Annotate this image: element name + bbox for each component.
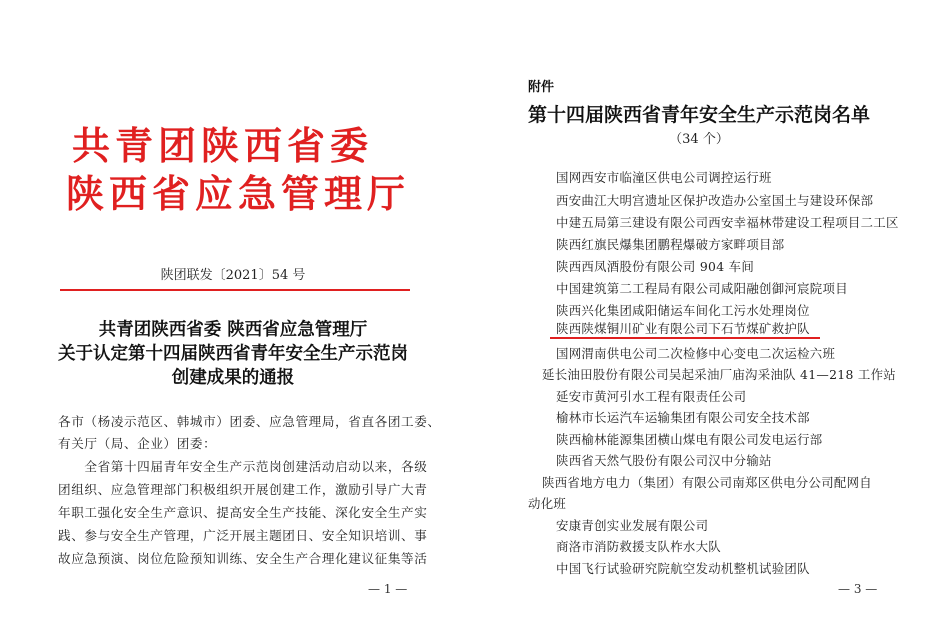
list-item: 陕西西凤酒股份有限公司 904 车间	[556, 259, 755, 274]
list-count: （34 个）	[669, 132, 729, 147]
list-item: 陕西兴化集团咸阳储运车间化工污水处理岗位	[556, 303, 810, 318]
list-item: 陕西省天然气股份有限公司汉中分输站	[556, 453, 772, 468]
list-item: 西安曲江大明宫遗址区保护改造办公室国土与建设环保部	[556, 193, 874, 208]
document-number: 陕团联发〔2021〕54 号	[160, 268, 306, 283]
list-title: 第十四届陕西省青年安全生产示范岗名单	[527, 104, 870, 126]
list-item: 陕西红旗民爆集团鹏程爆破方家畔项目部	[556, 237, 785, 252]
body-line: 年职工强化安全生产意识、提高安全生产技能、深化安全生产实	[58, 505, 428, 520]
list-item: 国网渭南供电公司二次检修中心变电二次运检六班	[556, 346, 836, 361]
notice-title-line3: 创建成果的通报	[171, 368, 295, 388]
list-item: 陕西榆林能源集团横山煤电有限公司发电运行部	[556, 432, 823, 447]
notice-title-line1: 共青团陕西省委 陕西省应急管理厅	[98, 320, 368, 340]
red-divider	[60, 289, 410, 291]
body-line: 故应急预演、岗位危险预知训练、安全生产合理化建议征集等活	[58, 551, 428, 566]
issuer-header-line1: 共青团陕西省委	[72, 123, 374, 168]
list-item-continuation: 动化班	[528, 496, 567, 511]
notice-title-line2: 关于认定第十四届陕西省青年安全生产示范岗	[58, 344, 408, 364]
body-line: 全省第十四届青年安全生产示范岗创建活动启动以来，各级	[58, 459, 428, 474]
body-line: 有关厅（局、企业）团委：	[58, 436, 217, 451]
list-item: 榆林市长运汽车运输集团有限公司安全技术部	[556, 410, 810, 425]
list-item: 陕西省地方电力（集团）有限公司南郑区供电分公司配网自	[542, 475, 872, 490]
list-item: 中国飞行试验研究院航空发动机整机试验团队	[556, 561, 810, 576]
list-item: 国网西安市临潼区供电公司调控运行班	[556, 170, 772, 185]
right-page	[466, 0, 932, 621]
body-line: 团组织、应急管理部门积极组织开展创建工作，激励引导广大青	[58, 482, 428, 497]
highlight-underline	[550, 337, 820, 339]
page-number: — 3 —	[838, 582, 878, 596]
list-item: 安康青创实业发展有限公司	[556, 518, 709, 533]
list-item: 商洛市消防救援支队柞水大队	[556, 539, 721, 554]
attachment-label: 附件	[528, 80, 555, 95]
list-item-highlighted: 陕西陕煤铜川矿业有限公司下石节煤矿救护队	[556, 321, 810, 336]
body-line: 各市（杨凌示范区、韩城市）团委、应急管理局，省直各团工委、	[58, 414, 441, 429]
issuer-header-line2: 陕西省应急管理厅	[66, 171, 411, 216]
page-number: — 1 —	[368, 582, 408, 596]
list-item: 延长油田股份有限公司吴起采油厂庙沟采油队 41—218 工作站	[542, 367, 896, 382]
list-item: 中国建筑第二工程局有限公司咸阳融创御河宸院项目	[556, 281, 848, 296]
list-item: 延安市黄河引水工程有限责任公司	[556, 389, 747, 404]
list-item: 中建五局第三建设有限公司西安幸福林带建设工程项目二工区	[556, 215, 899, 230]
body-line: 践、参与安全生产管理，广泛开展主题团日、安全知识培训、事	[58, 528, 428, 543]
